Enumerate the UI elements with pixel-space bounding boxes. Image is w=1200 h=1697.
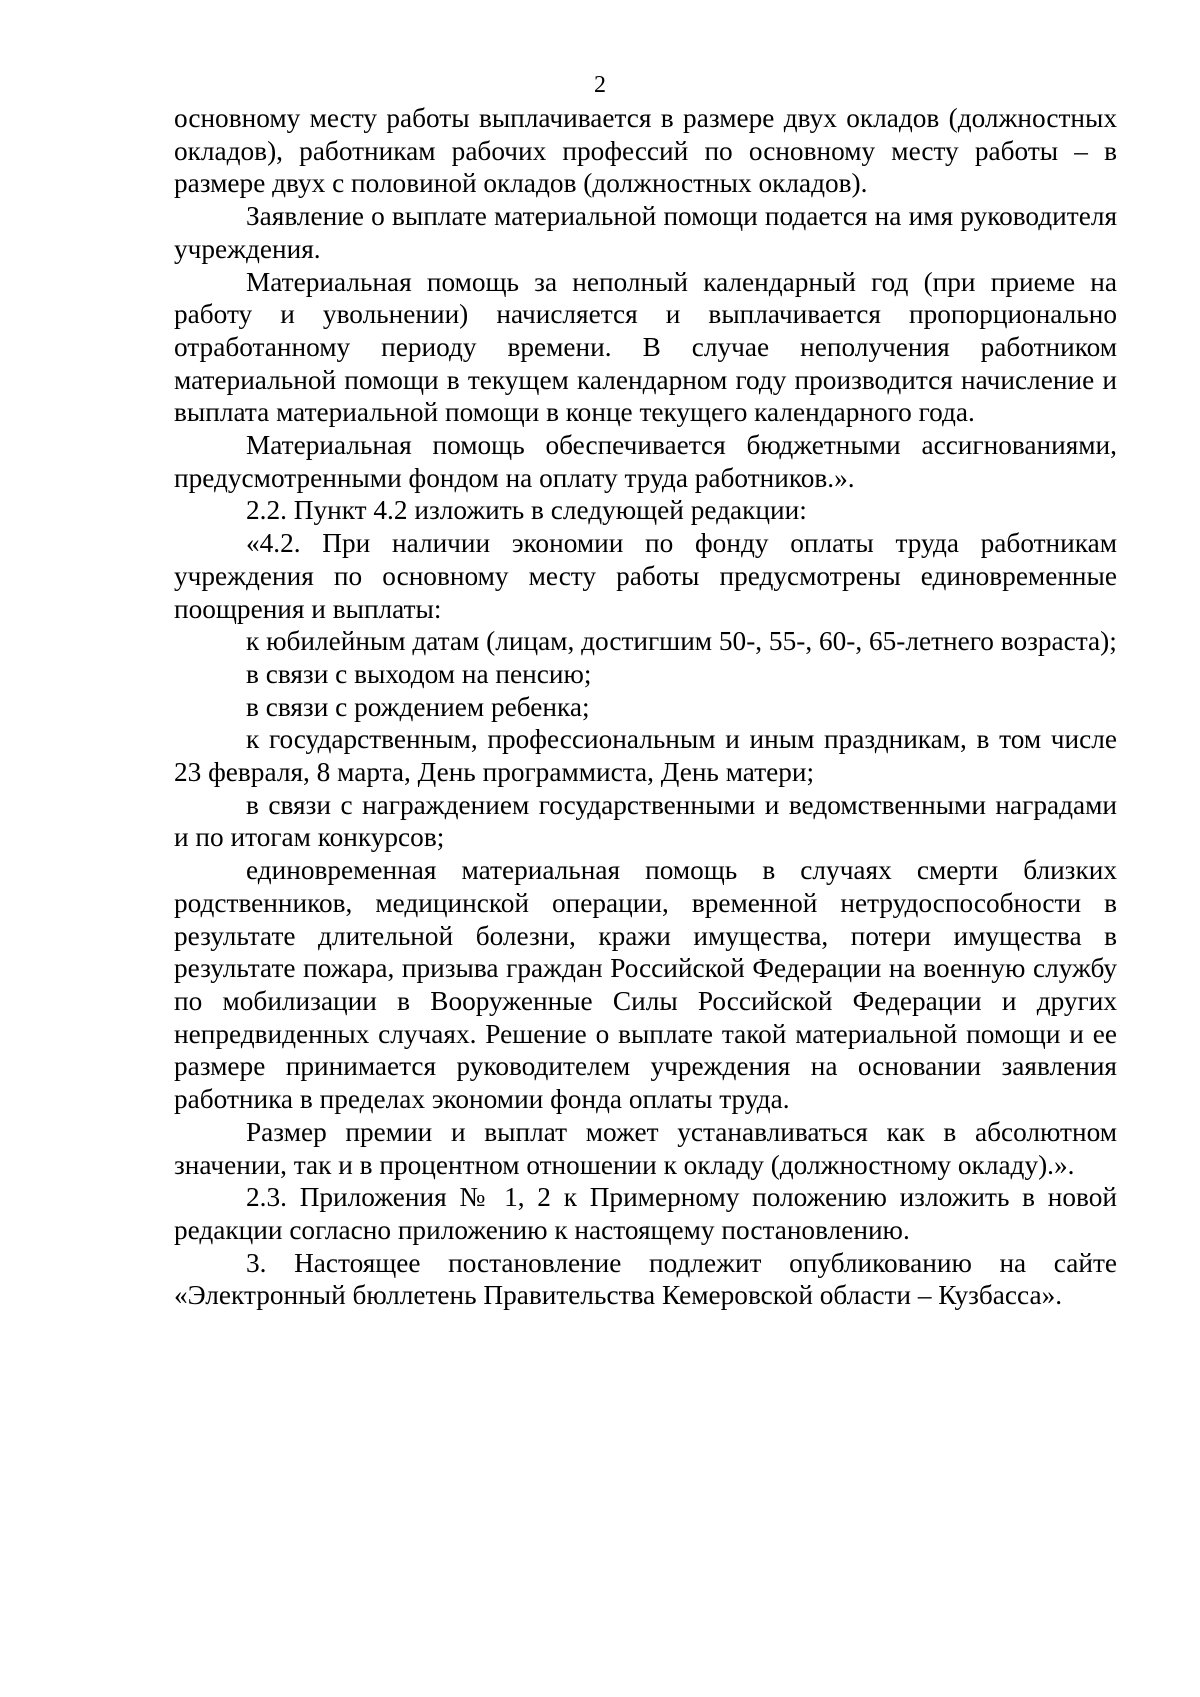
paragraph: основному месту работы выплачивается в размере двух окладов (должностных окладов), работникам рабочих профессий по основному месту работы – в размере двух с половиной окладов (должностных окладов). bbox=[174, 103, 1117, 199]
document-body bbox=[174, 102, 1117, 1312]
paragraph: единовременная материальная помощь в случаях смерти близких родственников, медицинской операции, временной нетрудоспособности в результате длительной болезни, кражи имущества, потери имущества в результате пожара, призыва граждан Российской Федерации на военную службу по мобилизации в Вооруженные Силы Российской Федерации и других непредвиденных случаях. Решение о выплате такой материальной помощи и ее размере принимается руководителем учреждения на основании заявления работника в пределах экономии фонда оплаты труда. bbox=[174, 855, 1117, 1115]
paragraph: к юбилейным датам (лицам, достигшим 50-, 55-, 60-, 65-летнего возраста); bbox=[246, 626, 1117, 657]
paragraph: в связи с награждением государственными и ведомственными наградами и по итогам конкурсов; bbox=[174, 789, 1117, 853]
page-number: 2 bbox=[594, 72, 606, 98]
paragraph: Заявление о выплате материальной помощи подается на имя руководителя учреждения. bbox=[174, 201, 1117, 264]
paragraph: к государственным, профессиональным и иным праздникам, в том числе 23 февраля, 8 марта, День программиста, День матери; bbox=[174, 724, 1117, 788]
paragraph: в связи с выходом на пенсию; bbox=[246, 658, 592, 689]
paragraph: Материальная помощь обеспечивается бюджетными ассигнованиями, предусмотренными фондом на оплату труда работников.». bbox=[174, 430, 1117, 493]
paragraph: «4.2. При наличии экономии по фонду оплаты труда работникам учреждения по основному месту работы предусмотрены единовременные поощрения и выплаты: bbox=[174, 528, 1117, 624]
paragraph: 2.2. Пункт 4.2 изложить в следующей редакции: bbox=[246, 495, 807, 526]
paragraph: 3. Настоящее постановление подлежит опубликованию на сайте «Электронный бюллетень Правительства Кемеровской области – Кузбасса». bbox=[174, 1247, 1117, 1311]
paragraph: 2.3. Приложения № 1, 2 к Примерному положению изложить в новой редакции согласно приложению к настоящему постановлению. bbox=[174, 1182, 1117, 1245]
paragraph: в связи с рождением ребенка; bbox=[246, 691, 590, 722]
paragraph: Размер премии и выплат может устанавливаться как в абсолютном значении, так и в процентном отношении к окладу (должностному окладу).». bbox=[174, 1116, 1117, 1180]
paragraph: Материальная помощь за неполный календарный год (при приеме на работу и увольнении) начисляется и выплачивается пропорционально отработанному периоду времени. В случае неполучения работником материальной помощи в текущем календарном году производится начисление и выплата материальной помощи в конце текущего календарного года. bbox=[174, 266, 1117, 428]
